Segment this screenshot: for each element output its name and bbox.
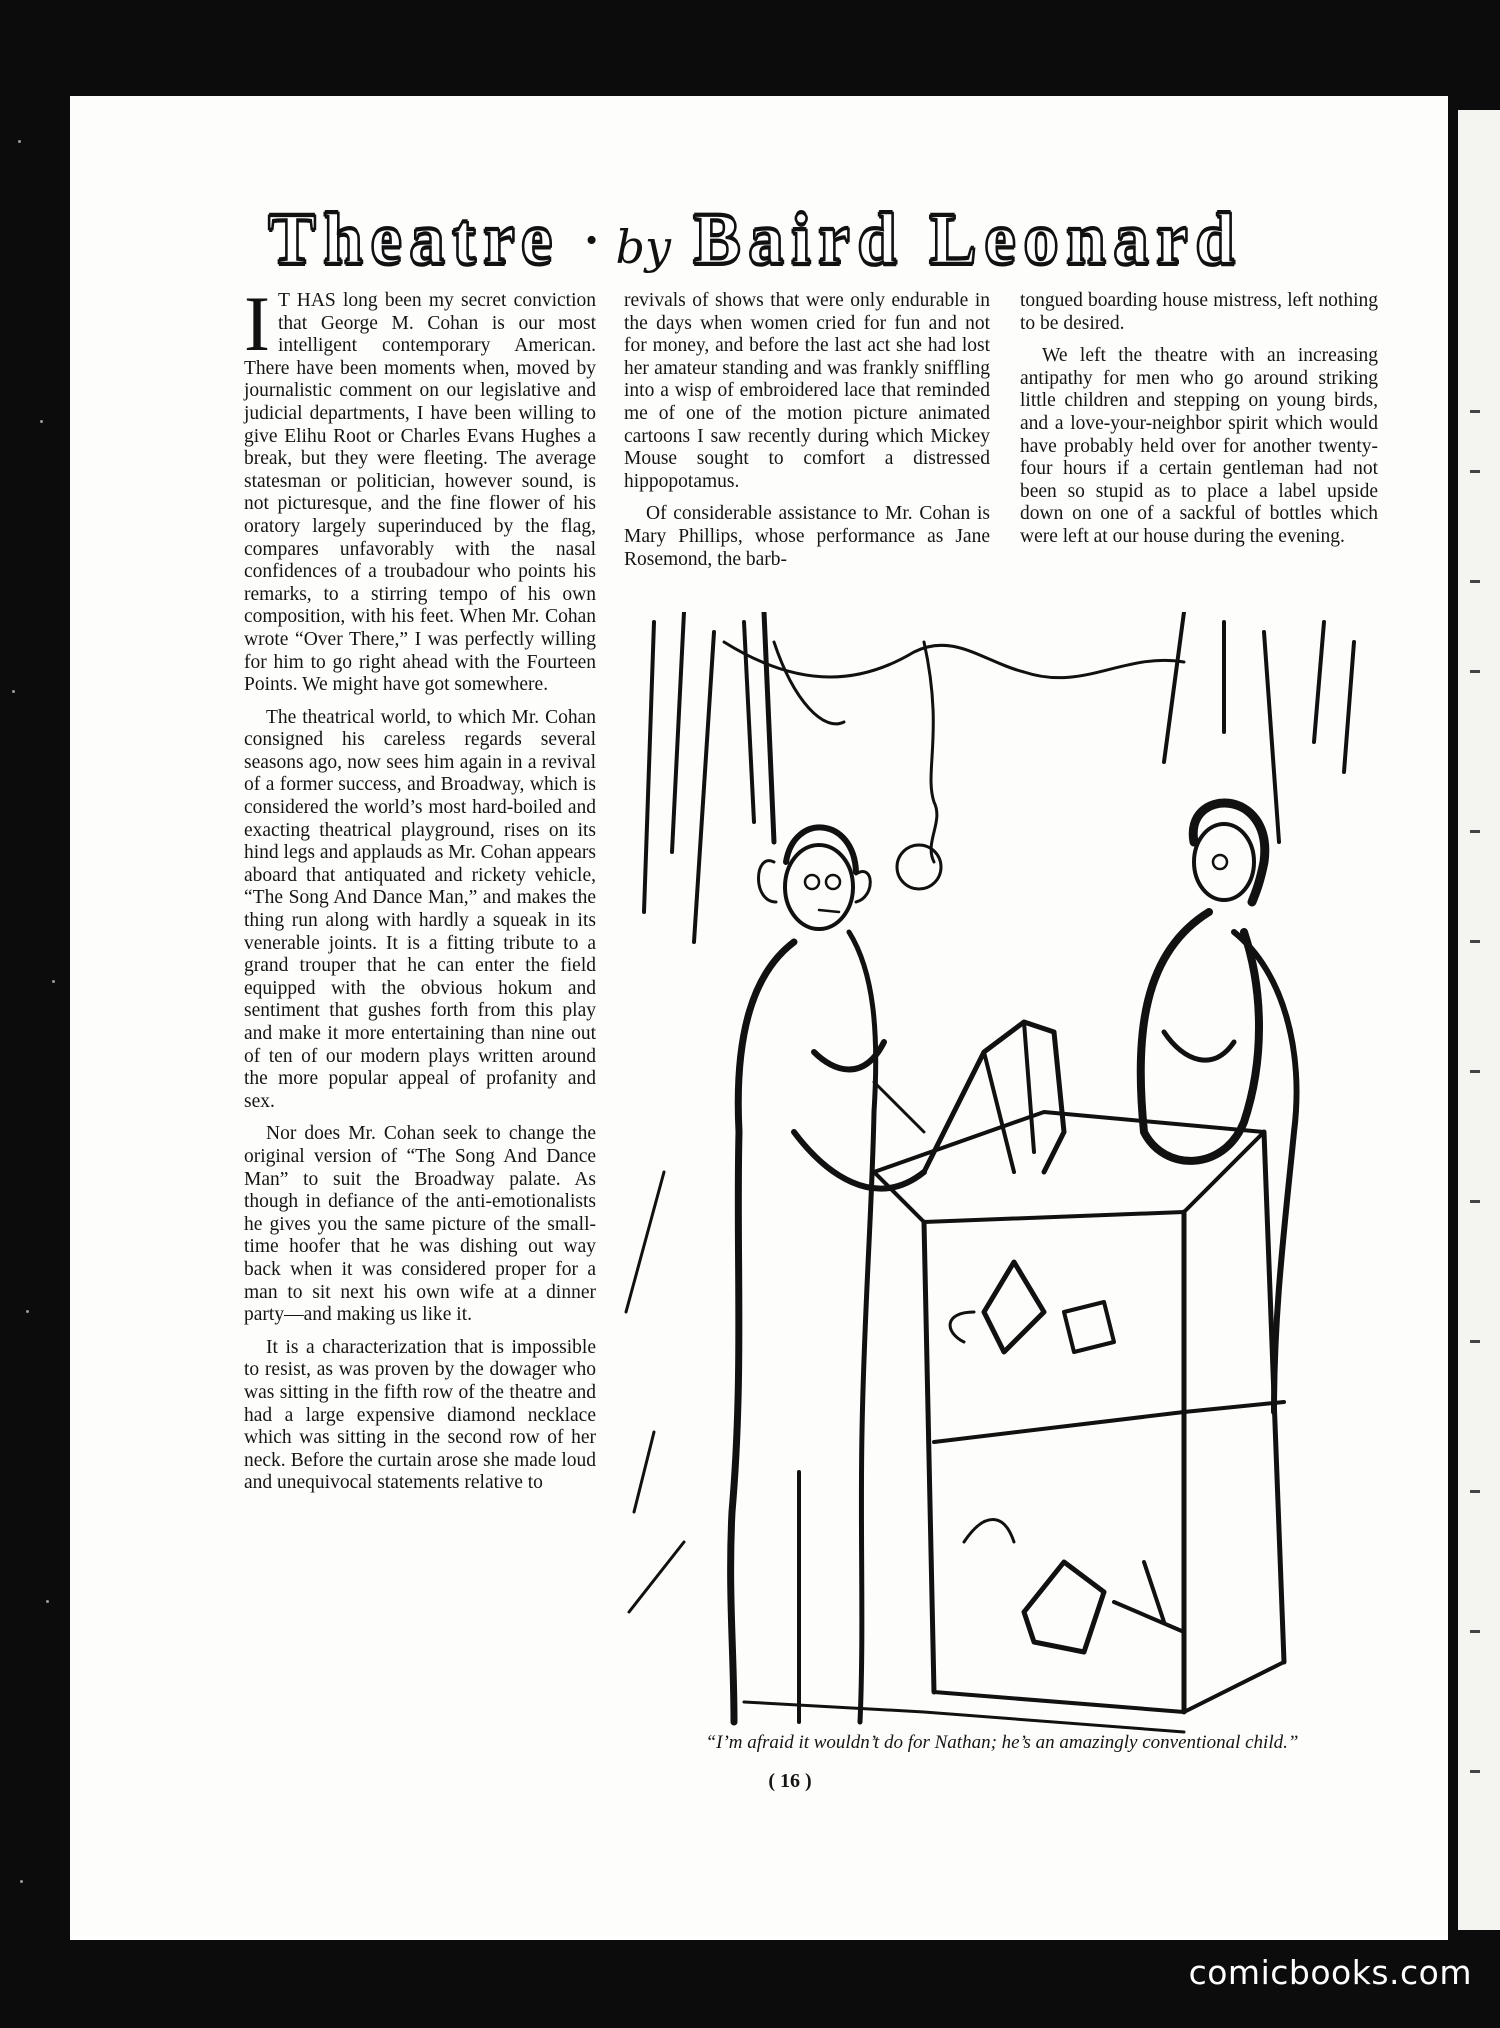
text-column-3 — [1020, 290, 1378, 549]
paragraph: The theatrical world, to which Mr. Cohan consigned his careless regards several seasons ago, now sees him again in a revival of a former success, and Broadway, which is considered the world’s most hard-boiled and exacting theatrical playground, rises on its hind legs and applauds as Mr. Cohan appears aboard that antiquated and rickety vehicle, “The Song And Dance Man,” and makes the thing run along with hardly a squeak in its venerable joints. It is a fitting tribute to a grand trouper that he can enter the field equipped with the obvious hokum and sentiment that gushes forth from this play and make it more entertaining than nine out of ten of our modern plays written around the more popular appeal of profanity and sex. — [244, 706, 597, 1112]
page-number: ( 16 ) — [768, 1770, 812, 1792]
paragraph: revivals of shows that were only endurable in the days when women cried for fun and not for money, and before the last act she had lost her amateur standing and was frankly sniffling into a wisp of embroidered lace that reminded me of one of the motion picture animated cartoons I saw recently during which Mickey Mouse sought to comfort a distressed hippopotamus. — [624, 290, 990, 492]
paragraph: Nor does Mr. Cohan seek to change the original version of “The Song And Dance Man” to suit the Broadway palate. As though in defiance of the anti-emotionalists he gives you the same picture of the small-time hoofer that he was dishing out way back when it was considered proper for a man to sit next his own wife at a dinner party—and making us like it. — [244, 1123, 596, 1326]
title-separator: • — [585, 222, 598, 259]
site-watermark: comicbooks.com — [1188, 1953, 1472, 1992]
paragraph: I T HAS long been my secret conviction that George M. Cohan is our most intelligent contemporary American. There have been moments when, moved by journalistic comment on our legislative and judicial departments, I have been willing to give Elihu Root or Charles Evans Hughes a break, but they were fleeting. The average statesman or politician, however sound, is not picturesque, and the fine flower of his oratory largely superinduced by the flag, compares unfavorably with the nasal confidences of a troubadour who points his remarks, to a stirring tempo of his own composition, with his feet. When Mr. Cohan wrote “Over There,” I was perfectly willing for him to go right ahead with the Fourteen Points. We might have got somewhere. — [244, 280, 596, 696]
text-column-1 — [244, 280, 597, 1495]
article-title — [268, 198, 1368, 288]
title-word: Theatre — [268, 199, 560, 279]
paragraph: tongued boarding house mistress, left nothing to be desired. — [1020, 290, 1378, 334]
drop-cap: I — [244, 280, 270, 367]
paragraph: Of considerable assistance to Mr. Cohan is Mary Phillips, whose performance as Jane Rosemond, the barb- — [624, 503, 990, 570]
byline-prefix: by — [615, 220, 671, 274]
adjacent-page-edge — [1458, 110, 1500, 1930]
paragraph: We left the theatre with an increasing antipathy for men who go around striking little children and stepping on young birds, and a love-your-neighbor spirit which would have probably held over for another twenty-four hours if a certain gentleman had not been so stupid as to place a label upside down on one of a sackful of bottles which were left at our house during the evening. — [1020, 345, 1378, 547]
scan-border-left — [0, 0, 70, 2028]
author-name: Baird Leonard — [692, 199, 1243, 279]
paragraph: It is a characterization that is impossible to resist, as was proven by the dowager who was sitting in the fifth row of the theatre and had a large expensive diamond necklace which was sitting in the second row of her neck. Before the curtain arose she made loud and unequivocal statements relative to — [244, 1336, 596, 1494]
sketch-illustration — [624, 612, 1384, 1738]
text-column-2 — [624, 290, 990, 571]
illustration-caption: “I’m afraid it wouldn’t do for Nathan; he’s an amazingly conventional child.” — [705, 1732, 1299, 1753]
